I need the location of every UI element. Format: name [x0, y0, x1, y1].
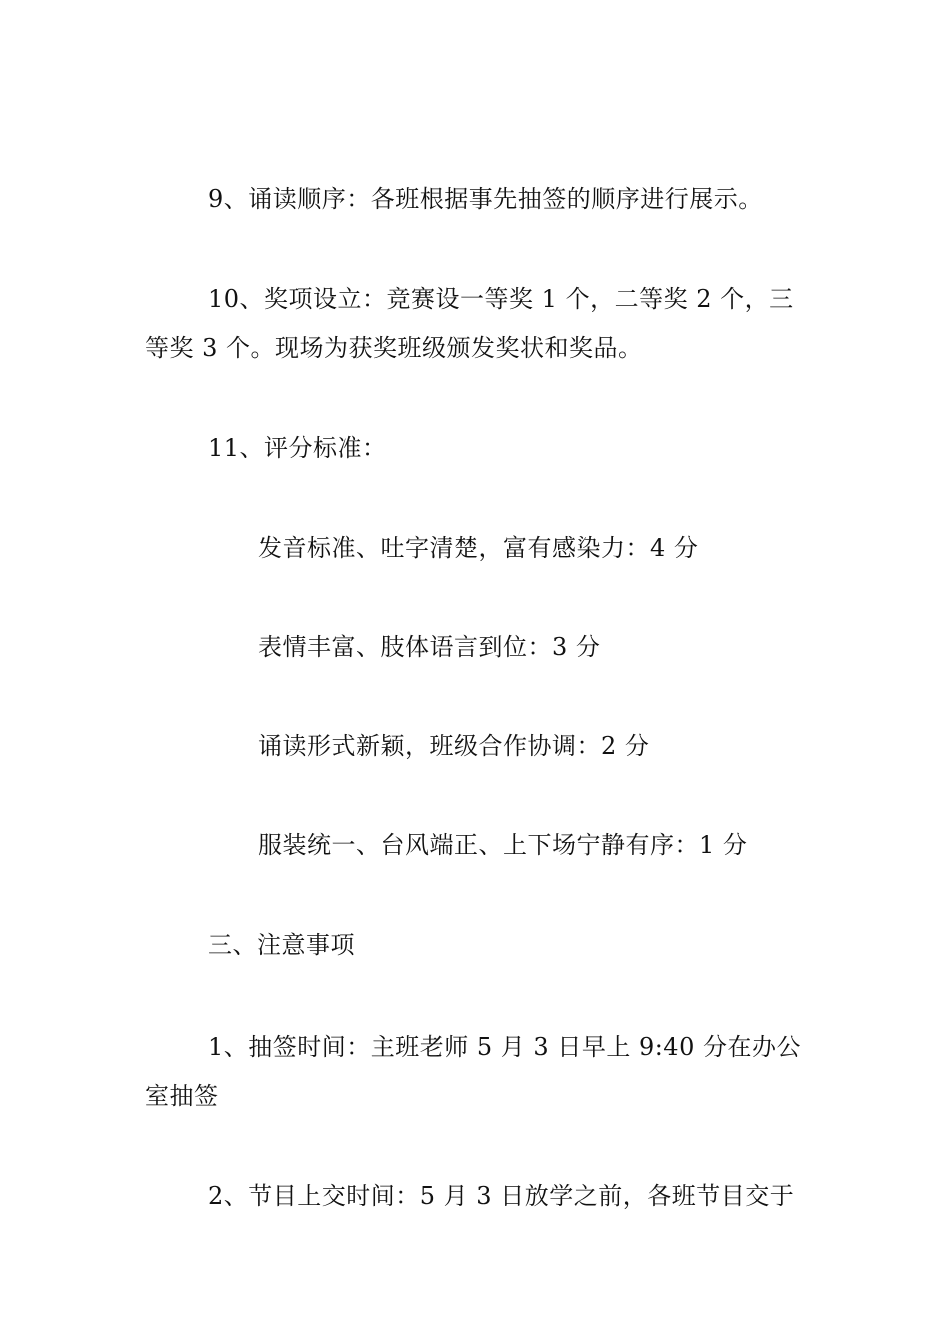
notice-2-line-1: 2、节目上交时间：5 月 3 日放学之前，各班节目交于	[208, 1182, 795, 1210]
item-11-heading: 11、评分标准：	[208, 434, 387, 462]
scoring-criterion-3: 诵读形式新颖，班级合作协调：2 分	[258, 732, 650, 760]
notice-1-line-1: 1、抽签时间：主班老师 5 月 3 日早上 9:40 分在办公	[208, 1033, 801, 1061]
scoring-criterion-1: 发音标准、吐字清楚，富有感染力：4 分	[258, 534, 699, 562]
scoring-criterion-4: 服装统一、台风端正、上下场宁静有序：1 分	[258, 831, 748, 859]
section-3-heading: 三、注意事项	[208, 931, 355, 959]
item-10-text-line-2: 等奖 3 个。现场为获奖班级颁发奖状和奖品。	[145, 334, 643, 362]
scoring-criterion-2: 表情丰富、肢体语言到位：3 分	[258, 633, 601, 661]
item-9-text: 9、诵读顺序：各班根据事先抽签的顺序进行展示。	[208, 185, 763, 213]
notice-1-line-2: 室抽签	[145, 1082, 219, 1110]
item-10-text-line-1: 10、奖项设立：竞赛设一等奖 1 个，二等奖 2 个，三	[208, 285, 794, 313]
